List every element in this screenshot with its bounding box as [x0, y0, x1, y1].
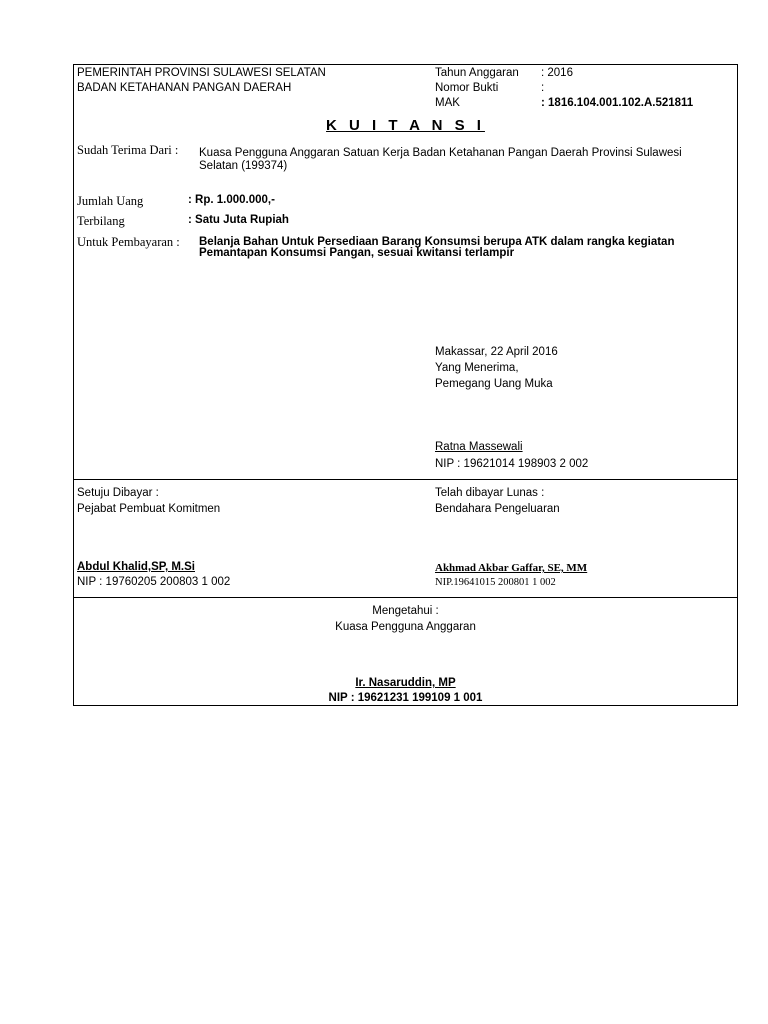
untuk-pembayaran-line-1: Belanja Bahan Untuk Persediaan Barang Konsumsi berupa ATK dalam rangka kegiatan	[199, 236, 675, 248]
receiver-line-1: Yang Menerima,	[435, 362, 519, 374]
receiver-line-2: Pemegang Uang Muka	[435, 378, 553, 390]
untuk-pembayaran-line-2: Pemantapan Konsumsi Pangan, sesuai kwitansi terlampir	[199, 247, 515, 259]
treasurer-name: Akhmad Akbar Gaffar, SE, MM	[435, 562, 588, 574]
acknowledger-line-1: Mengetahui :	[372, 605, 439, 617]
treasurer-nip: NIP.19641015 200801 1 002	[435, 577, 556, 588]
treasurer-line-2: Bendahara Pengeluaran	[435, 503, 560, 515]
approver-line-1: Setuju Dibayar :	[77, 487, 159, 499]
mak-label: MAK	[435, 97, 460, 109]
divider-2	[73, 597, 738, 598]
org-line-2: BADAN KETAHANAN PANGAN DAERAH	[77, 82, 292, 94]
approver-name: Abdul Khalid,SP, M.Si	[77, 561, 195, 573]
acknowledger-nip: NIP : 19621231 199109 1 001	[328, 692, 483, 704]
sudah-terima-line-2: Selatan (199374)	[199, 160, 288, 172]
jumlah-uang-label: Jumlah Uang	[77, 194, 144, 208]
acknowledger-name: Ir. Nasaruddin, MP	[355, 677, 456, 689]
tahun-anggaran-label: Tahun Anggaran	[435, 67, 519, 79]
org-line-1: PEMERINTAH PROVINSI SULAWESI SELATAN	[77, 67, 326, 79]
document-title: K U I T A N S I	[326, 117, 485, 134]
untuk-pembayaran-label: Untuk Pembayaran :	[77, 235, 180, 249]
terbilang-label: Terbilang	[77, 214, 125, 228]
terbilang-value: : Satu Juta Rupiah	[188, 214, 289, 226]
jumlah-uang-value: : Rp. 1.000.000,-	[188, 194, 275, 206]
sudah-terima-line-1: Kuasa Pengguna Anggaran Satuan Kerja Badan Ketahanan Pangan Daerah Provinsi Sulawesi	[199, 147, 682, 159]
receiver-nip: NIP : 19621014 198903 2 002	[435, 458, 589, 470]
place-date: Makassar, 22 April 2016	[435, 346, 558, 358]
sudah-terima-label: Sudah Terima Dari :	[77, 143, 179, 157]
treasurer-line-1: Telah dibayar Lunas :	[435, 487, 545, 499]
divider-1	[73, 479, 738, 480]
tahun-anggaran-value: : 2016	[541, 67, 573, 79]
approver-line-2: Pejabat Pembuat Komitmen	[77, 503, 221, 515]
approver-nip: NIP : 19760205 200803 1 002	[77, 576, 231, 588]
receiver-name: Ratna Massewali	[435, 441, 523, 453]
acknowledger-name-row	[73, 676, 738, 690]
acknowledger-line-2: Kuasa Pengguna Anggaran	[335, 621, 476, 633]
mak-value: : 1816.104.001.102.A.521811	[541, 97, 694, 109]
nomor-bukti-label: Nomor Bukti	[435, 82, 499, 94]
nomor-bukti-value: :	[541, 82, 545, 94]
